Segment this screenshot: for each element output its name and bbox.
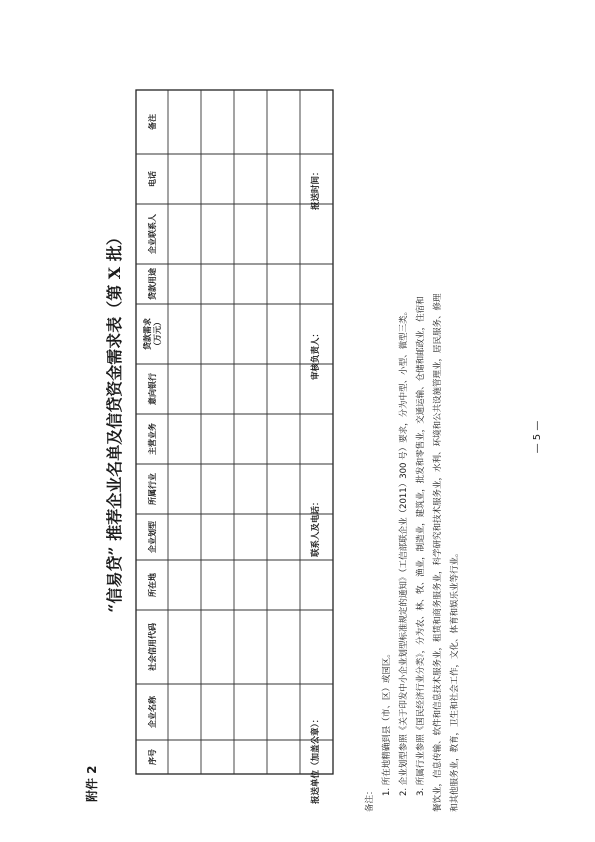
page-number: — 5 —	[532, 420, 543, 454]
column-header: 主营业务	[148, 423, 157, 455]
page-title: “信易贷” 推荐企业名单及信贷资金需求表（第 X 批）	[105, 229, 124, 613]
reporting-unit-label: 报送单位（加盖公章）：	[311, 714, 321, 804]
column-header: 所在地	[148, 573, 157, 597]
notes-heading: 备注：	[365, 786, 375, 812]
note-line: 和其他服务业，教育，卫生和社会工作，文化、体育和娱乐业等行业。	[450, 548, 460, 812]
reviewer-label: 审核负责人：	[311, 328, 321, 380]
column-header: 企业联系人	[148, 214, 157, 254]
column-header: 贷款用途	[148, 268, 157, 300]
note-line: 2. 企业划型参照《关于印发中小企业划型标准规定的通知》（工信部联企业（2011）300 号）要求，分为中型、小型、微型三类。	[399, 306, 409, 796]
note-line: 1. 所在地精确到县（市、区）或园区。	[382, 649, 392, 796]
column-header: 电话	[148, 171, 157, 187]
column-header: 贷款需求（万元）	[143, 318, 162, 350]
column-header: 企业划型	[148, 521, 157, 553]
attachment-label: 附件 2	[85, 765, 99, 802]
report-time-label: 报送时间：	[311, 167, 321, 210]
column-header: 所属行业	[148, 473, 157, 505]
contact-label: 联系人及电话：	[311, 497, 321, 557]
column-header: 备注	[148, 114, 157, 130]
note-line: 3. 所属行业参照《国民经济行业分类》，分为农、林、牧、渔业，制造业，建筑业，批发和零售业，交通运输、仓储和邮政业，住宿和	[416, 296, 426, 796]
column-header: 社会信用代码	[148, 623, 157, 671]
note-line: 餐饮业，信息传输、软件和信息技术服务业，租赁和商务服务业，科学研究和技术服务业，水利、环境和公共设施管理业，居民服务、修理	[433, 293, 443, 812]
column-header: 序号	[148, 749, 157, 765]
column-header: 企业名称	[148, 696, 157, 728]
column-header: 意向银行	[148, 373, 157, 405]
